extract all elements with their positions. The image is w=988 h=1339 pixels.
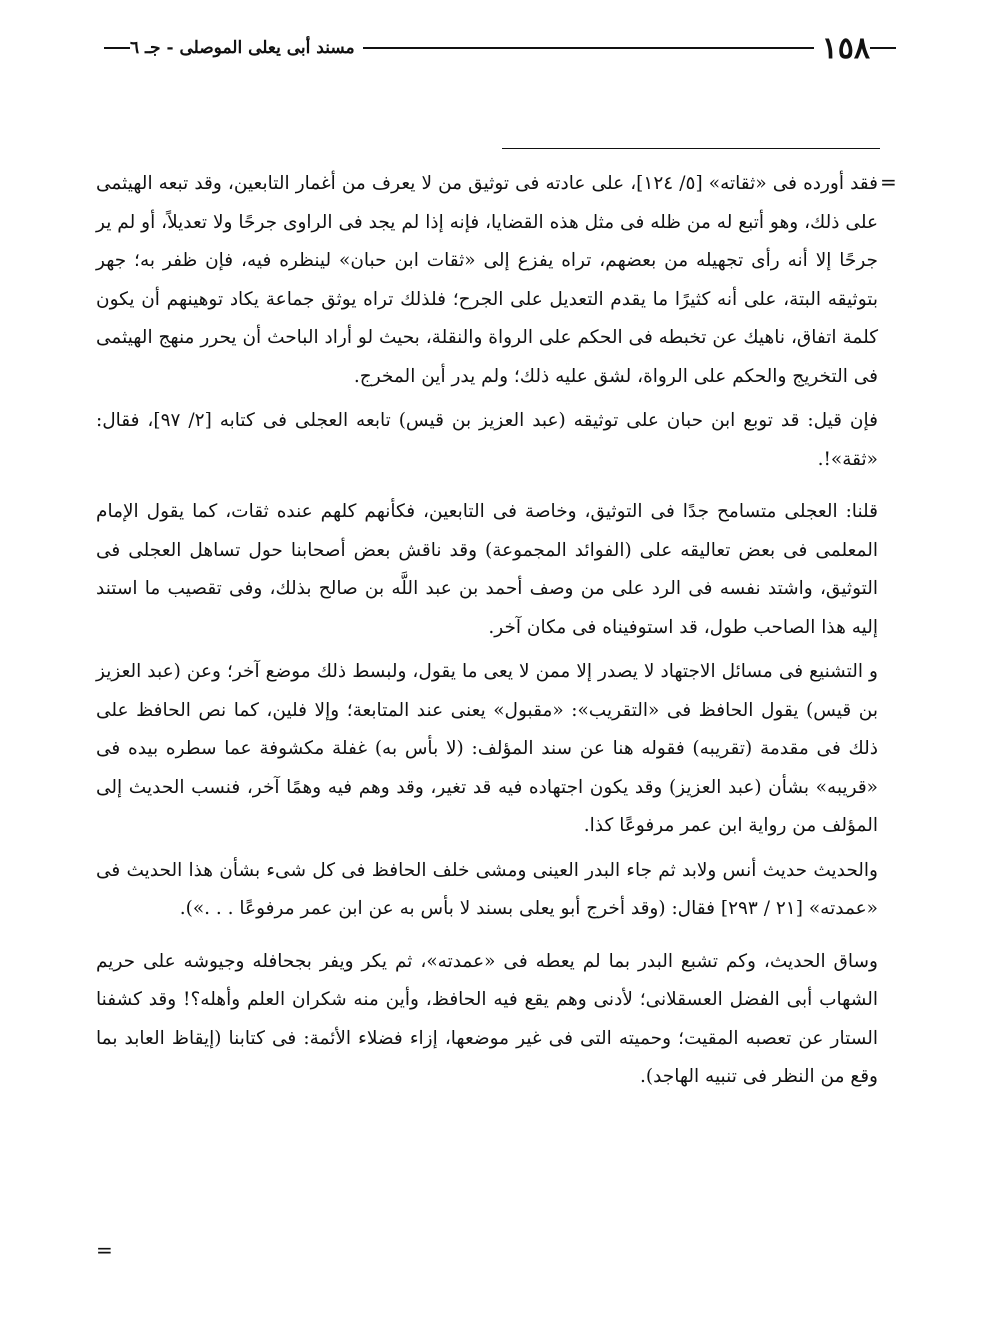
footnote-paragraph: و التشنيع فى مسائل الاجتهاد لا يصدر إلا ممن لا يعى ما يقول، ولبسط ذلك موضع آخر؛ وعن (عبد العزيز بن قيس) يقول الحافظ فى «التقريب»: «مقبول» يعنى عند المتابعة؛ وإلا فلين، كما نص الحافظ على ذلك فى مقدمة (تقريبه) فقوله هنا عن سند المؤلف: (لا بأس به) غفلة مكشوفة عما سطره بيده فى «قريبه» بشأن (عبد العزيز) وقد يكون اجتهاده فيه قد تغير، وقد وهم فيه وهمًا آخر، فنسب الحديث إلى المؤلف من رواية ابن عمر مرفوعًا كذا. (96, 661, 878, 836)
footnote-paragraph: وساق الحديث، وكم تشبع البدر بما لم يعطه فى «عمدته»، ثم يكر ويفر بجحافله وجيوشه على حريم الشهاب أبى الفضل العسقلانى؛ لأدنى وهم يقع فيه الحافظ، وأين منه شكران العلم وأهله؟! وقد كشفنا الستار عن تعصبه المقيت؛ وحميته التى فى غير موضعها، إزاء فضلاء الأئمة: فى كتابنا (إيقاظ العابد بما وقع من النظر فى تنبيه الهاجد). (96, 950, 878, 1087)
page-header (96, 30, 906, 66)
header-dash-right (870, 47, 896, 49)
page-number: ١٥٨ (821, 30, 870, 66)
footnote-paragraph: والحديث حديث أنس ولابد ثم جاء البدر العينى ومشى خلف الحافظ فى كل شىء بشأن هذا الحديث فى «عمدته» [٢١ / ٢٩٣] فقال: (وقد أخرج أبو يعلى بسند لا بأس به عن ابن عمر مرفوعًا . . .»). (96, 859, 878, 919)
continuation-mark-start: = (880, 170, 897, 194)
footnote-body (96, 165, 878, 1097)
footnote-separator (502, 148, 880, 149)
footnote-paragraph: فإن قيل: قد توبع ابن حبان على توثيقه (عبد العزيز بن قيس) تابعه العجلى فى كتابه [٢/ ٩٧]، فقال: «ثقة»!. (96, 410, 878, 470)
header-dash-left (104, 47, 130, 49)
continuation-mark-end: = (96, 1238, 113, 1262)
footnote-paragraph: فقد أورده فى «ثقاته» [٥/ ١٢٤]، على عادته فى توثيق من لا يعرف من أغمار التابعين، وقد تبعه الهيثمى على ذلك، وهو أتبع له من ظله فى مثل هذه القضايا، فإنه إذا لم يجد فى الراوى جرحًا ولا تعديلاً، أو لم ير جرحًا إلا أنه رأى تجهيله من بعضهم، تراه يفزع إلى «ثقات ابن حبان» لينظره فيه، فإن ظفر به؛ جهر بتوثيقه البتة، على أنه كثيرًا ما يقدم التعديل على الجرح؛ فلذلك تراه يوثق جماعة يكاد توهينهم أن يكون كلمة اتفاق، ناهيك عن تخبطه فى الحكم على الرواة والنقلة، بحيث لو أراد الباحث أن يحرر منهج الهيثمى فى التخريج والحكم على الرواة، لشق عليه ذلك؛ ولم يدر أين المخرج. (96, 173, 878, 387)
header-rule (363, 47, 814, 49)
footnote-paragraph: قلنا: العجلى متسامح جدًا فى التوثيق، وخاصة فى التابعين، فكأنهم كلهم عنده ثقات، كما يقول الإمام المعلمى فى بعض تعاليقه على (الفوائد المجموعة) وقد ناقش بعض أصحابنا حول تساهل العجلى فى التوثيق، واشتد نفسه فى الرد على من وصف أحمد بن عبد اللَّه بن صالح بذلك، وفى تقصيب ما استند إليه هذا الصاحب طول، قد استوفيناه فى مكان آخر. (96, 501, 878, 638)
running-title: مسند أبى يعلى الموصلى - جـ ٦ (130, 38, 355, 58)
